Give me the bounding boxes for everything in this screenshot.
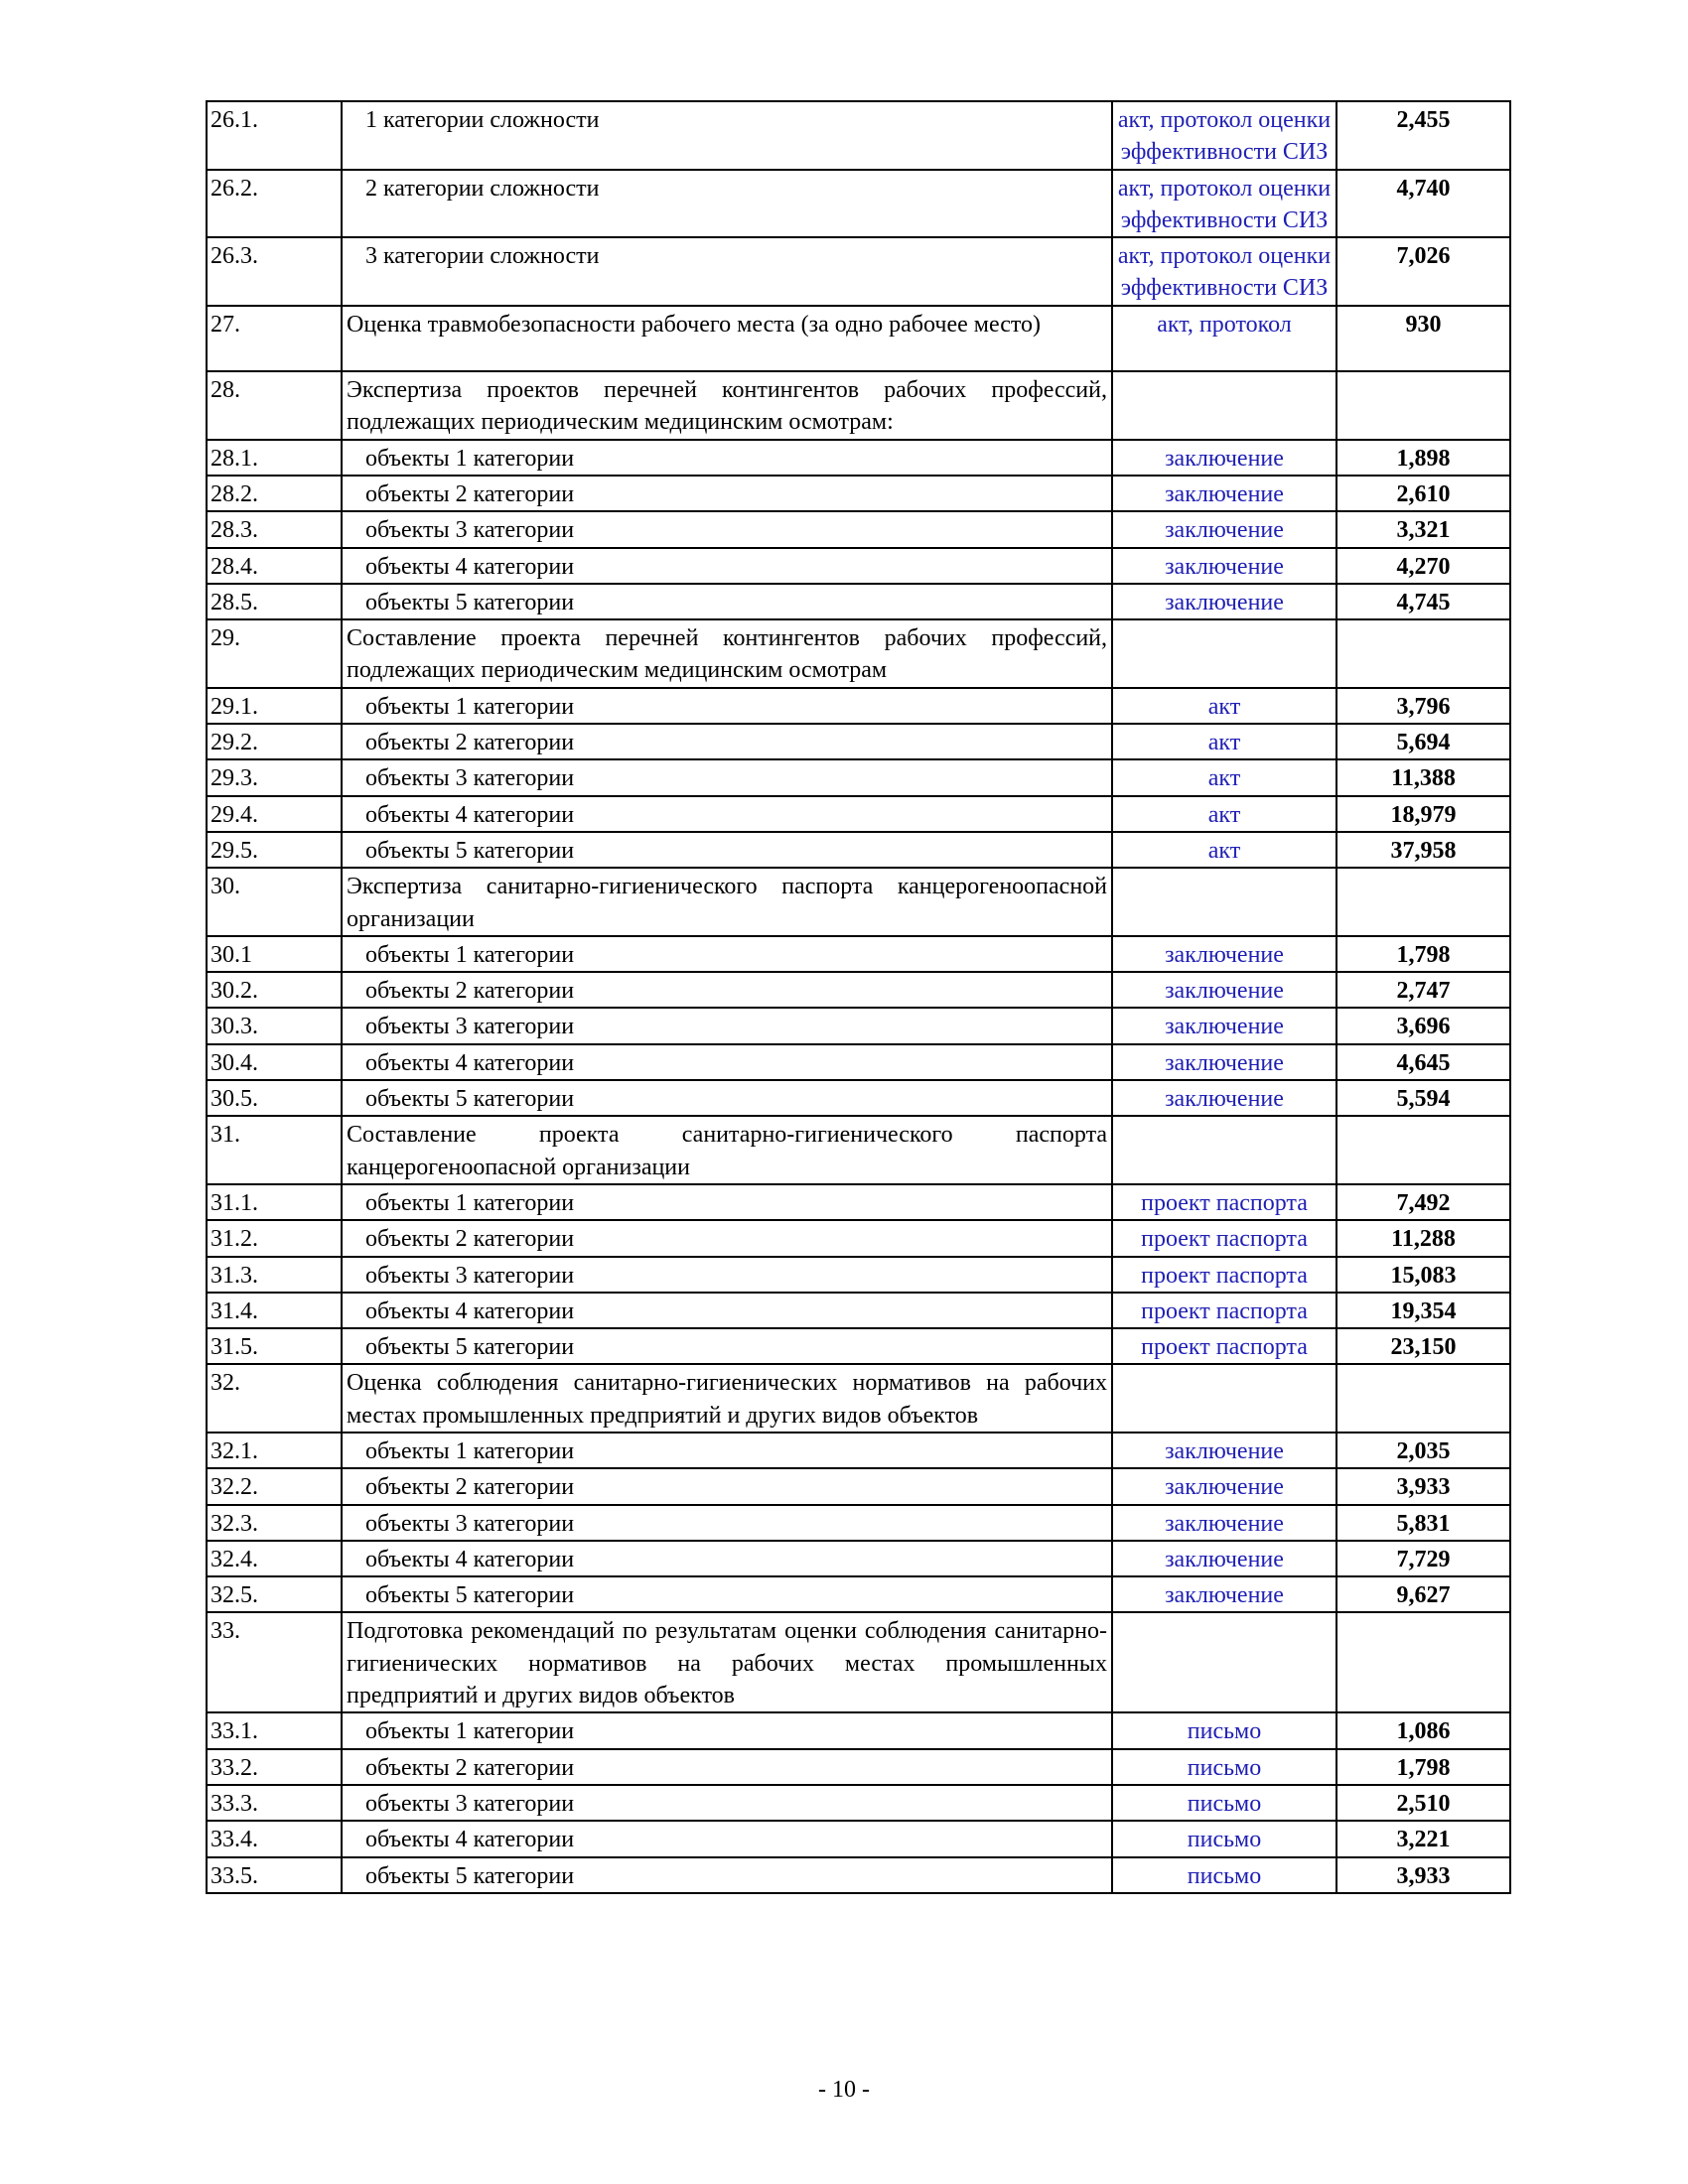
row-price: 5,594 [1336,1080,1510,1116]
row-price: 3,933 [1336,1468,1510,1504]
row-document: заключение [1112,548,1336,584]
row-number: 33. [207,1612,342,1712]
row-number: 30.2. [207,972,342,1008]
row-document: заключение [1112,1505,1336,1541]
table-row [207,1433,1510,1468]
table-row [207,1328,1510,1364]
row-document: заключение [1112,511,1336,547]
row-number: 26.1. [207,101,342,170]
row-price: 2,510 [1336,1785,1510,1821]
row-number: 32.3. [207,1505,342,1541]
table-row [207,1505,1510,1541]
row-document: заключение [1112,972,1336,1008]
row-document: акт [1112,796,1336,832]
table-row [207,1184,1510,1220]
table-row [207,1257,1510,1293]
table-row [207,170,1510,238]
row-description: объекты 5 категории [342,1576,1112,1612]
table-row [207,1576,1510,1612]
row-document: проект паспорта [1112,1220,1336,1256]
row-price [1336,1116,1510,1184]
row-description: объекты 1 категории [342,936,1112,972]
table-row [207,584,1510,619]
table-row [207,796,1510,832]
table-row [207,1821,1510,1856]
row-price: 4,745 [1336,584,1510,619]
row-price: 5,694 [1336,724,1510,759]
row-document: акт, протокол [1112,306,1336,371]
row-document: акт, протокол оценки эффективности СИЗ [1112,237,1336,306]
table-row [207,1116,1510,1184]
row-number: 33.4. [207,1821,342,1856]
row-price: 1,798 [1336,936,1510,972]
row-number: 31.1. [207,1184,342,1220]
price-table [206,100,1511,1894]
row-description: объекты 3 категории [342,1008,1112,1043]
row-document: заключение [1112,1008,1336,1043]
row-price: 4,740 [1336,170,1510,238]
row-price: 37,958 [1336,832,1510,868]
table-row [207,1220,1510,1256]
row-number: 28.1. [207,440,342,476]
row-description: 1 категории сложности [342,101,1112,170]
table-row [207,868,1510,936]
row-number: 28. [207,371,342,440]
row-description: объекты 5 категории [342,832,1112,868]
row-document [1112,1612,1336,1712]
table-row [207,1080,1510,1116]
row-description: объекты 5 категории [342,1857,1112,1893]
row-number: 33.5. [207,1857,342,1893]
row-price [1336,1612,1510,1712]
table-row [207,511,1510,547]
row-number: 28.5. [207,584,342,619]
row-document: заключение [1112,1433,1336,1468]
row-document: проект паспорта [1112,1184,1336,1220]
row-number: 29.2. [207,724,342,759]
row-document: акт, протокол оценки эффективности СИЗ [1112,101,1336,170]
row-document: письмо [1112,1857,1336,1893]
table-row [207,1008,1510,1043]
row-number: 29.4. [207,796,342,832]
row-description: объекты 1 категории [342,1712,1112,1748]
row-price: 11,288 [1336,1220,1510,1256]
table-row [207,1293,1510,1328]
row-price: 930 [1336,306,1510,371]
row-price: 3,933 [1336,1857,1510,1893]
row-description: объекты 2 категории [342,724,1112,759]
row-number: 32.1. [207,1433,342,1468]
table-row [207,548,1510,584]
row-description: Оценка травмобезопасности рабочего места (за одно рабочее место) [342,306,1112,371]
row-document: заключение [1112,1080,1336,1116]
row-description: объекты 4 категории [342,1293,1112,1328]
table-row [207,972,1510,1008]
row-number: 33.1. [207,1712,342,1748]
row-description: Экспертиза проектов перечней контингентов рабочих профессий, подлежащих периодическим медицинским осмотрам: [342,371,1112,440]
row-number: 26.3. [207,237,342,306]
row-number: 29. [207,619,342,688]
row-description: объекты 3 категории [342,759,1112,795]
table-row [207,1712,1510,1748]
row-description: объекты 5 категории [342,584,1112,619]
row-price: 11,388 [1336,759,1510,795]
table-row [207,476,1510,511]
row-number: 31.4. [207,1293,342,1328]
row-price: 3,221 [1336,1821,1510,1856]
row-price [1336,371,1510,440]
row-price: 1,898 [1336,440,1510,476]
row-description: объекты 3 категории [342,1257,1112,1293]
row-number: 33.3. [207,1785,342,1821]
row-document: акт [1112,832,1336,868]
row-document: заключение [1112,440,1336,476]
row-description: Подготовка рекомендаций по результатам оценки соблюдения санитарно-гигиенических нормативов на рабочих местах промышленных предприятий и других видов объектов [342,1612,1112,1712]
row-description: объекты 4 категории [342,1541,1112,1576]
row-description: Составление проекта перечней контингентов рабочих профессий, подлежащих периодическим медицинским осмотрам [342,619,1112,688]
row-description: объекты 4 категории [342,548,1112,584]
row-description: объекты 2 категории [342,972,1112,1008]
row-document: письмо [1112,1821,1336,1856]
row-description: Составление проекта санитарно-гигиенического паспорта канцерогеноопасной организации [342,1116,1112,1184]
row-number: 32.4. [207,1541,342,1576]
table-row [207,371,1510,440]
row-document: письмо [1112,1749,1336,1785]
row-description: объекты 4 категории [342,1044,1112,1080]
row-price: 23,150 [1336,1328,1510,1364]
row-price: 1,086 [1336,1712,1510,1748]
row-description: объекты 1 категории [342,688,1112,724]
row-document: заключение [1112,1541,1336,1576]
row-document: заключение [1112,1044,1336,1080]
table-row [207,1612,1510,1712]
row-description: 3 категории сложности [342,237,1112,306]
row-number: 32.5. [207,1576,342,1612]
row-price: 7,729 [1336,1541,1510,1576]
row-price: 3,796 [1336,688,1510,724]
row-price: 19,354 [1336,1293,1510,1328]
row-document [1112,868,1336,936]
row-number: 30.3. [207,1008,342,1043]
row-document: заключение [1112,584,1336,619]
row-description: объекты 1 категории [342,1184,1112,1220]
row-number: 30. [207,868,342,936]
row-description: объекты 5 категории [342,1328,1112,1364]
row-price: 7,026 [1336,237,1510,306]
row-document: заключение [1112,1468,1336,1504]
row-price: 3,696 [1336,1008,1510,1043]
row-price: 15,083 [1336,1257,1510,1293]
table-row [207,1468,1510,1504]
row-document [1112,371,1336,440]
row-price: 18,979 [1336,796,1510,832]
row-description: объекты 1 категории [342,440,1112,476]
row-document: акт [1112,724,1336,759]
row-price [1336,868,1510,936]
row-number: 26.2. [207,170,342,238]
table-row [207,1785,1510,1821]
row-document [1112,1116,1336,1184]
table-row [207,1749,1510,1785]
row-document: проект паспорта [1112,1257,1336,1293]
row-document: заключение [1112,476,1336,511]
row-description: объекты 2 категории [342,476,1112,511]
row-number: 33.2. [207,1749,342,1785]
row-document: проект паспорта [1112,1293,1336,1328]
table-row [207,1364,1510,1433]
row-document: письмо [1112,1785,1336,1821]
row-description: объекты 2 категории [342,1220,1112,1256]
row-description: Экспертиза санитарно-гигиенического паспорта канцерогеноопасной организации [342,868,1112,936]
row-number: 31. [207,1116,342,1184]
row-document [1112,619,1336,688]
row-description: объекты 1 категории [342,1433,1112,1468]
table-body [207,101,1510,1893]
table-row [207,440,1510,476]
row-document: проект паспорта [1112,1328,1336,1364]
row-number: 29.5. [207,832,342,868]
row-number: 28.3. [207,511,342,547]
row-description: объекты 2 категории [342,1749,1112,1785]
row-document: акт [1112,759,1336,795]
row-number: 29.1. [207,688,342,724]
row-document: письмо [1112,1712,1336,1748]
row-description: объекты 2 категории [342,1468,1112,1504]
row-price: 9,627 [1336,1576,1510,1612]
row-price: 4,270 [1336,548,1510,584]
table-row [207,688,1510,724]
table-row [207,724,1510,759]
row-number: 28.2. [207,476,342,511]
row-price [1336,619,1510,688]
page-number: - 10 - [818,2077,870,2103]
table-row [207,759,1510,795]
row-price: 1,798 [1336,1749,1510,1785]
row-number: 32. [207,1364,342,1433]
row-number: 28.4. [207,548,342,584]
row-description: объекты 3 категории [342,1505,1112,1541]
row-number: 32.2. [207,1468,342,1504]
table-row [207,1541,1510,1576]
table-row [207,306,1510,371]
row-document: заключение [1112,936,1336,972]
row-number: 27. [207,306,342,371]
row-number: 29.3. [207,759,342,795]
row-price: 5,831 [1336,1505,1510,1541]
row-description: 2 категории сложности [342,170,1112,238]
table-row [207,237,1510,306]
table-row [207,619,1510,688]
row-price: 7,492 [1336,1184,1510,1220]
row-description: объекты 3 категории [342,511,1112,547]
row-price: 4,645 [1336,1044,1510,1080]
table-row [207,101,1510,170]
row-price: 3,321 [1336,511,1510,547]
row-description: объекты 4 категории [342,796,1112,832]
row-document: акт [1112,688,1336,724]
row-price: 2,610 [1336,476,1510,511]
table-row [207,832,1510,868]
row-price: 2,747 [1336,972,1510,1008]
row-description: объекты 5 категории [342,1080,1112,1116]
table-row [207,1044,1510,1080]
row-price: 2,455 [1336,101,1510,170]
row-description: объекты 4 категории [342,1821,1112,1856]
row-description: объекты 3 категории [342,1785,1112,1821]
row-number: 31.3. [207,1257,342,1293]
row-price [1336,1364,1510,1433]
row-number: 30.1 [207,936,342,972]
row-number: 31.2. [207,1220,342,1256]
row-number: 31.5. [207,1328,342,1364]
table-row [207,936,1510,972]
row-document [1112,1364,1336,1433]
row-description: Оценка соблюдения санитарно-гигиенических нормативов на рабочих местах промышленных предприятий и других видов объектов [342,1364,1112,1433]
row-document: заключение [1112,1576,1336,1612]
row-number: 30.4. [207,1044,342,1080]
row-price: 2,035 [1336,1433,1510,1468]
row-number: 30.5. [207,1080,342,1116]
row-document: акт, протокол оценки эффективности СИЗ [1112,170,1336,238]
table-row [207,1857,1510,1893]
